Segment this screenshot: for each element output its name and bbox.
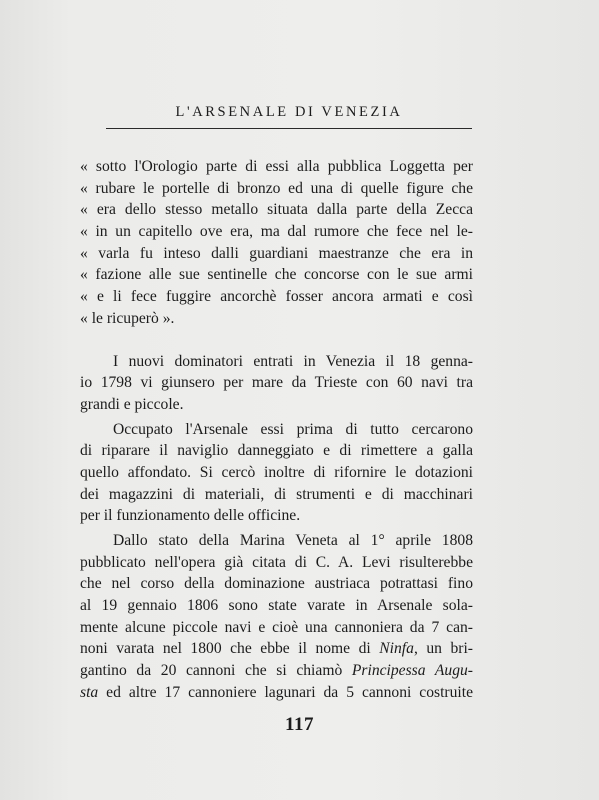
text-line: I nuovi dominatori entrati in Venezia il 18 genna- [113, 352, 473, 370]
text-line [80, 682, 473, 704]
quote-line: « era dello stesso metallo situata dalla parte della Zecca [80, 201, 473, 219]
text-line: io 1798 vi giunsero per mare da Trieste con 60 navi tra [80, 374, 473, 392]
paragraph-arrival [80, 351, 473, 416]
text-line: Dallo stato della Marina Veneta al 1° aprile 1808 [113, 532, 473, 549]
text-line: che nel corso della dominazione austriaca potrattasi fino [80, 575, 473, 593]
page-number: 117 [285, 714, 314, 735]
quote-line: « sotto l'Orologio parte di essi alla pubblica Loggetta per [80, 158, 473, 175]
text-line [80, 660, 473, 682]
quote-line: « le ricuperò ». [80, 309, 175, 327]
text-run: gantino da 20 cannoni che si chiamò [80, 662, 352, 680]
text-run: ed altre 17 cannoniere lagunari da 5 cannoni costruite [98, 683, 473, 701]
ship-name-ninfa: Ninfa [379, 640, 414, 658]
paragraph-arsenal-repairs [80, 419, 473, 527]
page-body [80, 156, 473, 704]
quoted-passage [80, 156, 473, 330]
text-line: mente alcune piccole navi e cioè una cannoniera da 7 can- [80, 618, 473, 636]
text-line: quello affondato. Si cercò inoltre di rifornire le dotazioni [80, 463, 473, 481]
text-line: Occupato l'Arsenale essi prima di tutto cercarono [113, 420, 473, 438]
quote-line: « e li fece fuggire ancorchè fosser ancora armati e così [80, 288, 473, 306]
text-line: di riparare il naviglio danneggiato e di rimettere a galla [80, 442, 473, 460]
text-line: al 19 gennaio 1806 sono state varate in Arsenale sola- [80, 597, 473, 615]
text-line: grandi e piccole. [80, 395, 184, 413]
running-header: L'ARSENALE DI VENEZIA [106, 104, 472, 129]
ship-name-continuation: sta [80, 683, 99, 701]
text-line: per il funzionamento delle officine. [80, 507, 301, 525]
quote-line: « in un capitello ove era, ma dal rumore che fece nel le- [80, 223, 473, 241]
text-line: dei magazzini di materiali, di strumenti e di macchinari [80, 485, 473, 503]
text-run: noni varata nel 1800 che ebbe il nome di [80, 640, 380, 658]
paragraph-marina-veneta [80, 530, 473, 704]
quote-line: « varla fu inteso dalli guardiani maestranze che era in [80, 244, 473, 262]
text-line: pubblicato nell'opera già citata di C. A. Levi risulterebbe [80, 553, 473, 571]
text-run: , un bri- [413, 640, 473, 658]
text-line [80, 638, 473, 660]
ship-name-principessa-augusta: Principessa Augu- [351, 662, 473, 680]
quote-line: « fazione alle sue sentinelle che concorse con le sue armi [80, 266, 473, 284]
quote-line: « rubare le portelle di bronzo ed una di quelle figure che [80, 179, 473, 197]
